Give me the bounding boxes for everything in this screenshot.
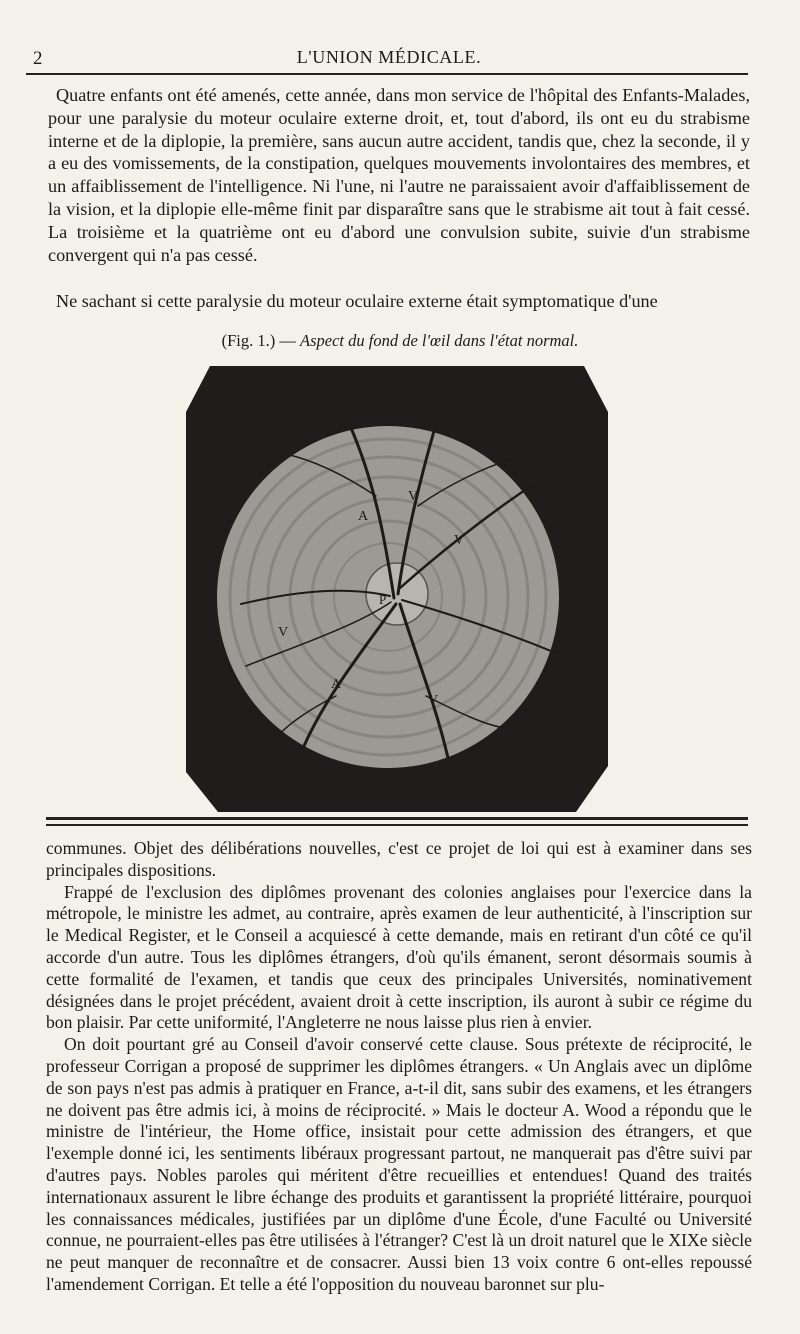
caption-text: Aspect du fond de l'œil dans l'état normal. (300, 331, 579, 350)
page-header (30, 42, 748, 72)
fundus-engraving (186, 366, 608, 812)
body-paragraph: Frappé de l'exclusion des diplômes provenant des colonies anglaises pour l'exercice dans la métropole, le ministre les admet, au contraire, après examen de leur authenticité, à l'inscription sur le Medical Register, et le Conseil a acquiescé à cette demande, mais en retirant d'un côté ce qu'il accorde d'un autre. Tous les diplômes étrangers, d'où qu'ils émanent, seront désormais soumis à cette formalité de l'examen, et tandis que ceux des principales Universités, nominativement désignées dans le projet précédent, avaient droit à cette inscription, ils auront à subir ce régime du bon plaisir. Par cette uniformité, l'Angleterre ne nous laisse plus rien à envier. (46, 881, 752, 1033)
label-vein: V (278, 625, 289, 640)
label-artery: A (358, 509, 369, 524)
section-rule (46, 817, 748, 820)
page-number: 2 (33, 48, 43, 69)
label-vein: V (428, 693, 439, 708)
lower-text-block (46, 838, 752, 1296)
figure-caption (160, 331, 640, 351)
label-vein: V (454, 533, 465, 548)
fundus-illustration (186, 366, 608, 812)
header-rule (26, 73, 748, 75)
running-title: L'UNION MÉDICALE. (296, 47, 482, 67)
label-vein: V (408, 489, 419, 504)
label-papilla: P (379, 592, 387, 607)
label-artery: A (331, 677, 342, 692)
body-paragraph: communes. Objet des délibérations nouvelles, c'est ce projet de loi qui est à examiner dans ses principales dispositions. (46, 838, 752, 880)
body-paragraph: Quatre enfants ont été amenés, cette année, dans mon service de l'hôpital des Enfants-Malades, pour une paralysie du moteur oculaire externe droit, et, tout d'abord, ils ont eu du strabisme interne et de la diplopie, la première, sans aucun autre accident, tandis que, chez la seconde, il y a eu des vomissements, de la constipation, quelques mouvements involontaires des membres, et un affaiblissement de l'intelligence. Ni l'une, ni l'autre ne paraissaient avoir d'affaiblissement de la vision, et la diplopie elle-même finit par disparaître sans que le strabisme ait tout à fait cessé. La troisième et la quatrième ont eu d'abord une convulsion subite, suivie d'un strabisme convergent qui n'a pas cessé. (48, 85, 750, 265)
caption-label: (Fig. 1.) — (221, 331, 296, 350)
section-rule (46, 824, 748, 826)
body-paragraph: On doit pourtant gré au Conseil d'avoir conservé cette clause. Sous prétexte de réciprocité, le professeur Corrigan a proposé de supprimer les diplômes étrangers. « Un Anglais avec un diplôme de son pays n'est pas admis à pratiquer en France, a-t-il dit, sans subir des examens, et les étrangers ne doivent pas être admis ici, à moins de réciprocité. » Mais le docteur A. Wood a répondu que le ministre de l'intérieur, the Home office, insistait pour cette admission des étrangers, et que l'exemple donné ici, les sentiments libéraux progressant partout, ne manquerait pas d'être suivi par d'autres pays. Nobles paroles qui méritent d'être recueillies et entendues! Quand des traités internationaux assurent le libre échange des produits et garantissent la propriété littéraire, pourquoi les connaissances médicales, justifiées par un diplôme d'une École, d'une Faculté ou Université connue, ne pourraient-elles pas être utilisées à l'étranger? C'est là un droit naturel que le XIXe siècle ne peut manquer de reconnaître et de consacrer. Aussi bien 13 voix contre 6 ont-elles repoussé l'amendement Corrigan. Et telle a été l'opposition du nouveau baronnet sur plu- (46, 1034, 752, 1294)
body-paragraph: Ne sachant si cette paralysie du moteur oculaire externe était symptomatique d'une (56, 291, 658, 311)
